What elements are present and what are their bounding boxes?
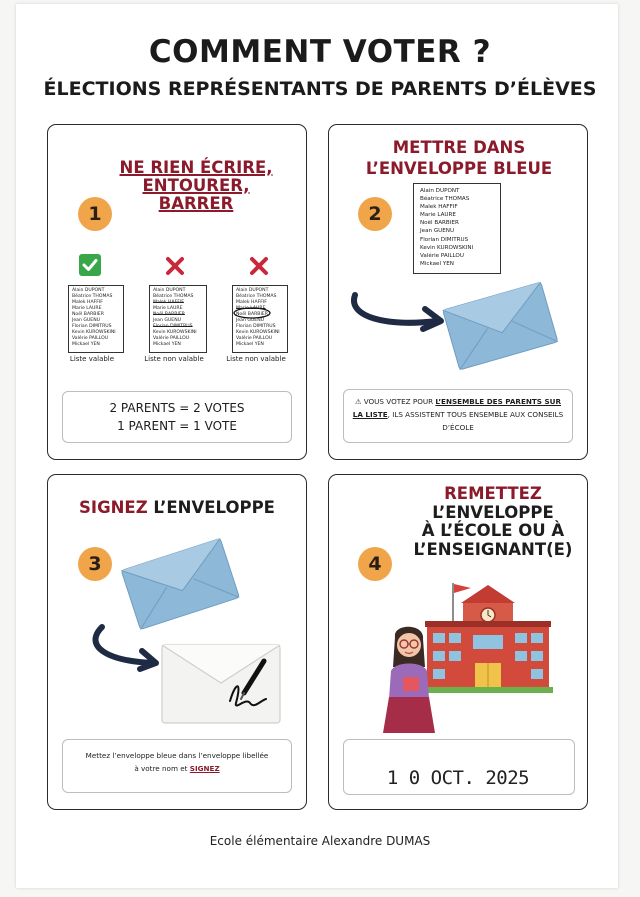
white-envelope-icon <box>160 641 284 727</box>
step-1-card <box>47 124 307 460</box>
step-2-badge: 2 <box>358 197 392 231</box>
vote-rule-box <box>62 391 292 443</box>
cross-icon <box>164 255 186 277</box>
candidate-list: Alain DUPONT Béatrice THOMAS Malek HAFFIF Marie LAURE Noël BARBIER Jean GUENU Florian DIMITRUS Kevin KUROWSKINI Valérie PAILLOU Mickael YEN <box>413 183 501 274</box>
notice-emphasis: L’ENSEMBLE DES PARENTS SUR LA LISTE <box>352 397 562 419</box>
instruction-box <box>62 739 292 793</box>
notice-suffix: , ILS ASSISTENT TOUS ENSEMBLE AUX CONSEILS D’ÉCOLE <box>387 410 564 432</box>
step-2-heading: METTRE DANS L’ENVELOPPE BLEUE <box>365 138 553 178</box>
blue-envelope-icon <box>441 283 559 367</box>
step-4-badge: 4 <box>358 547 392 581</box>
caption-invalid-1: Liste non valable <box>144 355 204 363</box>
ballot-list-crossed: Alain DUPONT Béatrice THOMAS Malek HAFFIF Marie LAURE Noël BARBIER Jean GUENU Florian DIMITRUS Kevin KUROWSKINI Valérie PAILLOU Mickael YEN <box>149 285 207 353</box>
date-stamp: 1 0 OCT. 2025 <box>386 767 530 789</box>
vote-rule-line-2: 1 PARENT = 1 VOTE <box>117 419 237 433</box>
step-3-card <box>47 474 307 810</box>
ballot-list-circled: Alain DUPONT Béatrice THOMAS Malek HAFFIF Marie LAURE Noël BARBIER Jean GUENU Florian DIMITRUS Kevin KUROWSKINI Valérie PAILLOU Mickael YEN <box>232 285 288 353</box>
step-3-heading: SIGNEZ L’ENVELOPPE <box>79 498 275 517</box>
step-1-badge: 1 <box>78 197 112 231</box>
vote-rule-line-1: 2 PARENTS = 2 VOTES <box>109 401 245 415</box>
notice-box <box>343 389 573 443</box>
step-2-card <box>328 124 588 460</box>
arrow-icon <box>84 621 164 671</box>
instruction-line-2: à votre nom et SIGNEZ <box>134 764 220 773</box>
cross-icon <box>248 255 270 277</box>
step-1-heading: NE RIEN ÉCRIRE, ENTOURER, BARRER <box>119 158 273 213</box>
ballot-list-valid: Alain DUPONT Béatrice THOMAS Malek HAFFIF Marie LAURE Noël BARBIER Jean GUENU Florian DIMITRUS Kevin KUROWSKINI Valérie PAILLOU Mickael YEN <box>68 285 124 353</box>
page-title: COMMENT VOTER ? <box>148 34 492 70</box>
caption-invalid-2: Liste non valable <box>226 355 286 363</box>
notice-prefix: VOUS VOTEZ POUR <box>363 397 436 406</box>
caption-valid: Liste valable <box>69 355 115 363</box>
school-building-icon <box>423 579 553 695</box>
step-4-card <box>328 474 588 810</box>
warning-icon: ⚠ <box>354 397 364 406</box>
blue-envelope-icon <box>118 535 242 631</box>
arrow-icon <box>347 287 447 331</box>
page-subtitle: ÉLECTIONS REPRÉSENTANTS DE PARENTS D’ÉLÈVES <box>43 78 597 100</box>
check-icon <box>78 253 102 277</box>
teacher-icon <box>377 623 441 735</box>
instruction-line-1: Mettez l’enveloppe bleue dans l’enveloppe libellée <box>85 751 269 760</box>
step-3-badge: 3 <box>78 547 112 581</box>
step-4-heading: REMETTEZ L’ENVELOPPE À L’ÉCOLE OU À L’ENSEIGNANT(E) <box>413 484 573 559</box>
circle-mark <box>232 306 272 320</box>
school-name-footer: Ecole élémentaire Alexandre DUMAS <box>209 834 431 848</box>
